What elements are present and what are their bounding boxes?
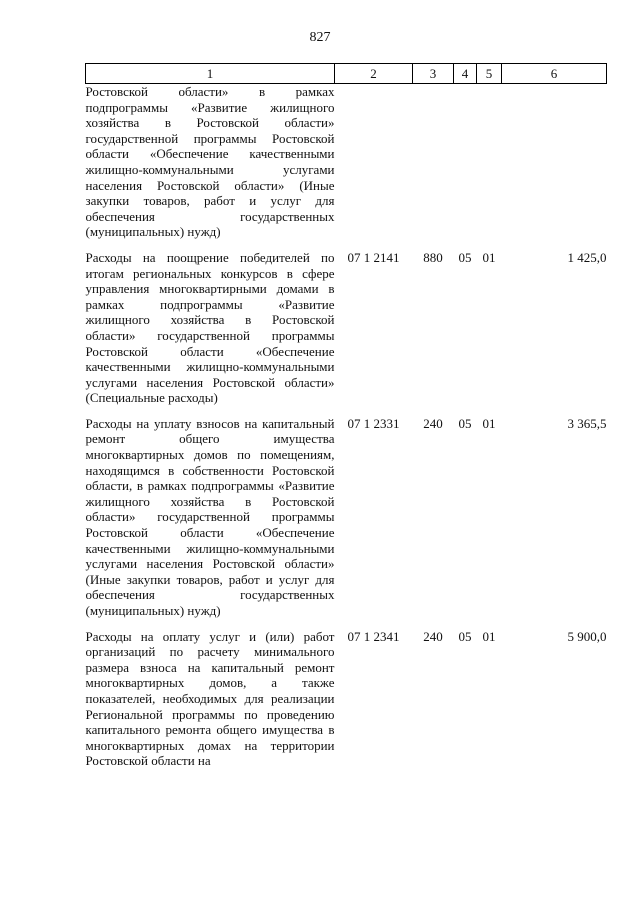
table-row [86,416,607,619]
row-section [454,84,477,240]
row-target-code: 07 1 2331 [347,415,400,431]
column-header: 6 [502,64,607,84]
table-header-row [86,64,607,84]
budget-table [85,63,607,769]
table-row [86,84,607,240]
row-spacer [86,619,607,629]
row-expense-type: 240 [423,415,443,431]
row-subsection [477,84,502,240]
row-amount [502,84,607,240]
row-amount: 1 425,0 [567,249,607,265]
row-subsection: 01 [482,415,496,431]
row-spacer [86,406,607,416]
row-section: 05 [458,628,472,644]
column-header: 1 [86,64,335,84]
row-description: Ростовской области» в рамках подпрограммы «Развитие жилищного хозяйства в Ростовской области» государственной программы Ростовской области «Обеспечение качественными жилищно-коммунальными услугами населения Ростовской области» (Иные закупки товаров, работ и услуг для обеспечения государственных (муниципальных) нужд) [85,84,335,240]
row-subsection: 01 [482,249,496,265]
row-expense-type: 240 [423,628,443,644]
row-target-code: 07 1 2341 [347,628,400,644]
row-description: Расходы на уплату взносов на капитальный ремонт общего имущества многоквартирных домов по помещениям, находящимся в собственности Ростовской области, в рамках подпрограммы «Развитие жилищного хозяйства в Ростовской области» государственной программы Ростовской области «Обеспечение качественными жилищно-коммунальными услугами населения Ростовской области» (Иные закупки товаров, работ и услуг для обеспечения государственных (муниципальных) нужд) [85,415,335,618]
row-amount: 5 900,0 [567,628,607,644]
column-header: 3 [413,64,454,84]
row-description: Расходы на поощрение победителей по итогам региональных конкурсов в сфере управления многоквартирными домами в рамках подпрограммы «Развитие жилищного хозяйства в Ростовской области» государственной программы Ростовской области «Обеспечение качественными жилищно-коммунальными услугами населения Ростовской области» (Специальные расходы) [85,249,335,406]
row-target-code: 07 1 2141 [347,249,400,265]
row-expense-type: 880 [423,249,443,265]
column-header: 2 [335,64,413,84]
column-header: 4 [454,64,477,84]
row-target-code [335,84,413,240]
row-expense-type [413,84,454,240]
row-description: Расходы на оплату услуг и (или) работ организаций по расчету минимального размера взноса на капитальный ремонт многоквартирных домов, а также показателей, необходимых для реализации Региональной программы по проведению капитального ремонта общего имущества в многоквартирных домах на территории Ростовской области на [85,628,335,769]
row-amount: 3 365,5 [567,415,607,431]
column-header: 5 [477,64,502,84]
row-section: 05 [458,249,472,265]
row-section: 05 [458,415,472,431]
row-spacer [86,240,607,250]
row-subsection: 01 [482,628,496,644]
page-number: 827 [309,30,331,45]
table-row [86,629,607,769]
table-row [86,250,607,406]
